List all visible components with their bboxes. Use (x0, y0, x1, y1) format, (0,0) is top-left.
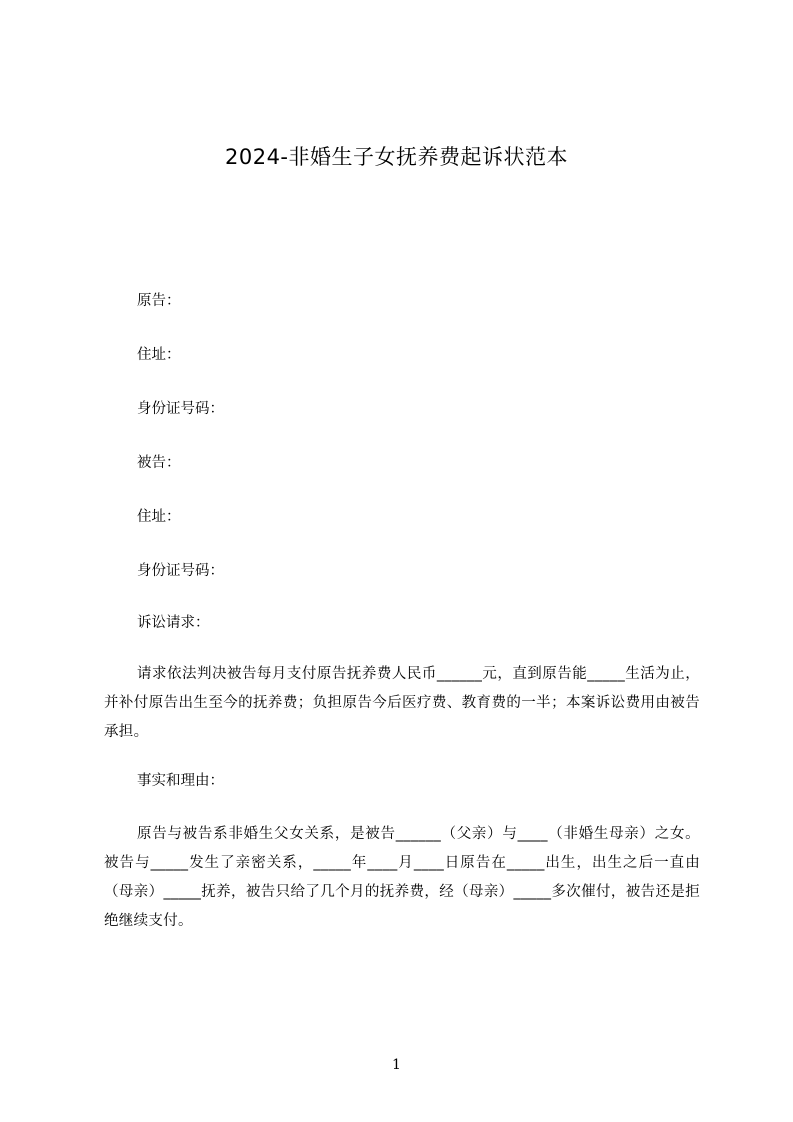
document-title: 2024-非婚生子女抚养费起诉状范本 (224, 145, 569, 169)
defendant-id-label: 身份证号码： (137, 563, 224, 579)
defendant-label: 被告： (137, 455, 181, 471)
page-number: 1 (392, 1057, 401, 1073)
facts-heading: 事实和理由： (137, 773, 224, 789)
facts-paragraph: 原告与被告系非婚生父女关系，是被告______（父亲）与____（非婚生母亲）之女。被告与_____发生了亲密关系，_____年____月____日原告在_____出生，出生之后一直由（母亲）_____抚养，被告只给了几个月的抚养费，经（母亲）_____多次催付，被告还是拒绝继续支付。 (104, 826, 700, 929)
plaintiff-label: 原告： (137, 293, 181, 309)
plaintiff-id-label: 身份证号码： (137, 401, 224, 417)
claims-paragraph: 请求依法判决被告每月支付原告抚养费人民币______元，直到原告能_____生活为止，并补付原告出生至今的抚养费；负担原告今后医疗费、教育费的一半；本案诉讼费用由被告承担。 (104, 666, 700, 740)
plaintiff-address-label: 住址： (137, 347, 181, 363)
claims-heading: 诉讼请求： (137, 615, 210, 631)
defendant-address-label: 住址： (137, 509, 181, 525)
